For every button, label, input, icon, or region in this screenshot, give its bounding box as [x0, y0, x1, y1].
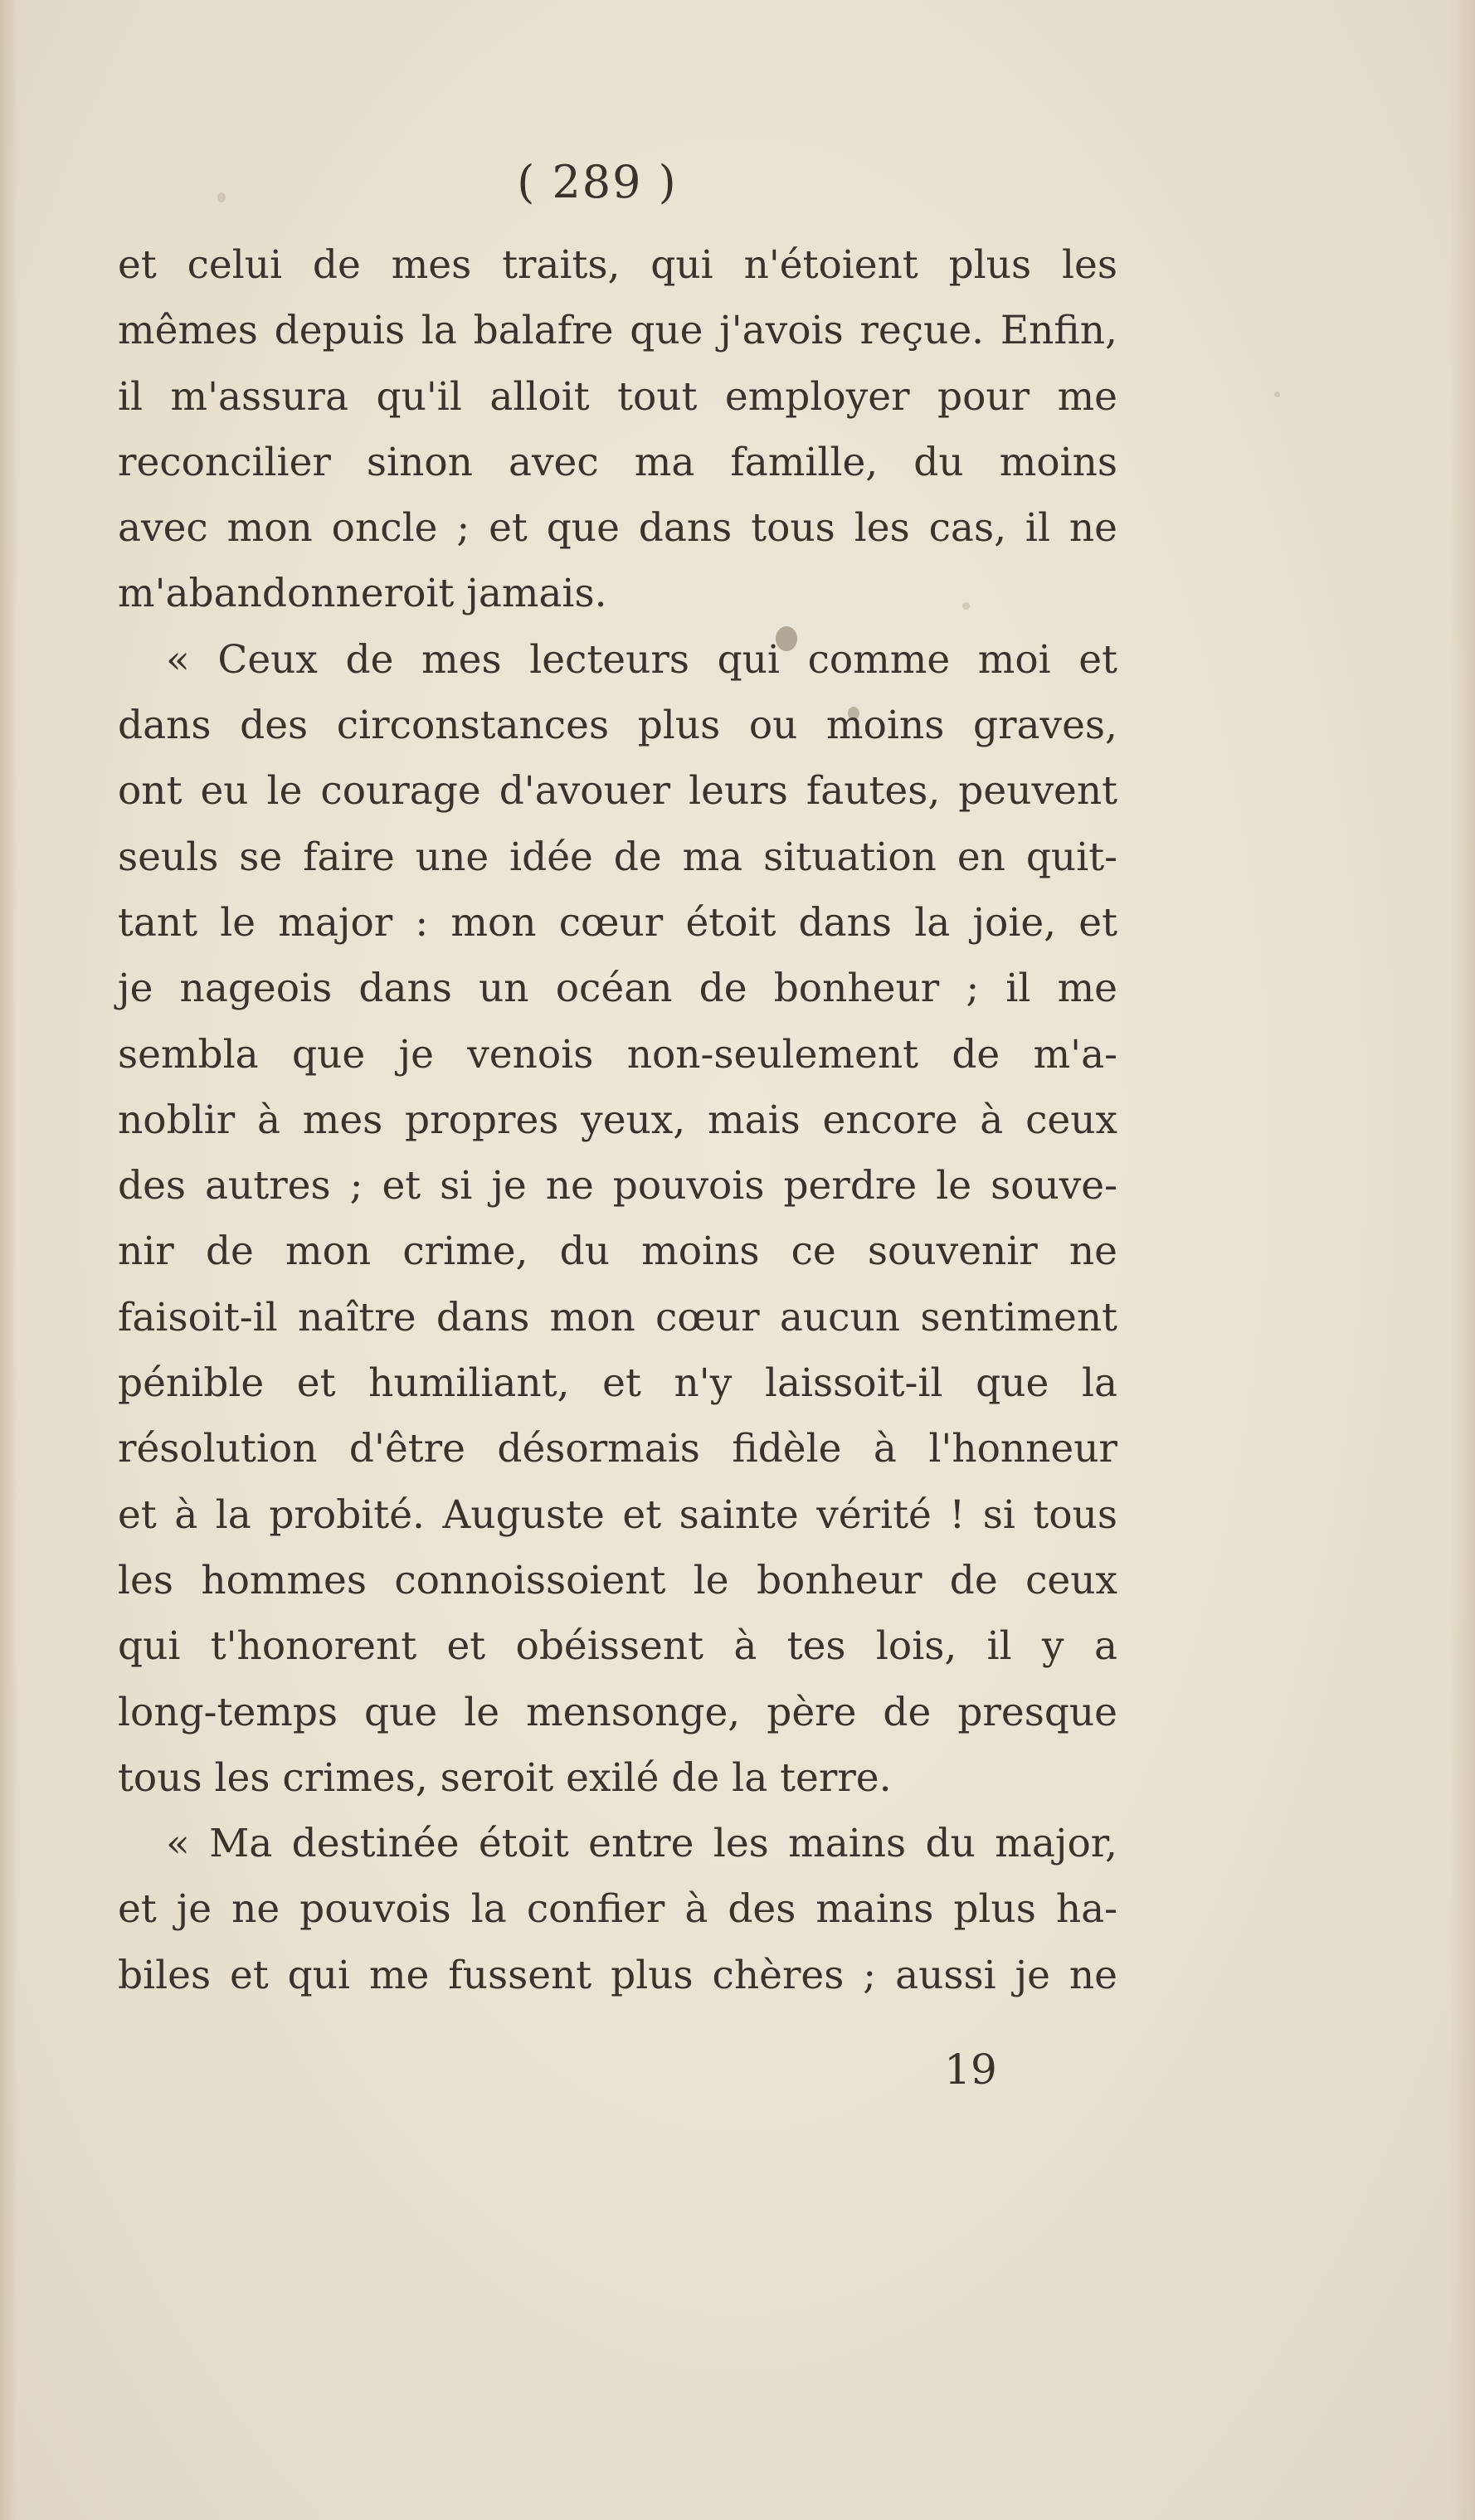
text-line: des autres ; et si je ne pouvois perdre le souve-: [118, 1163, 1117, 1209]
text-line: dans des circonstances plus ou moins graves,: [118, 703, 1117, 749]
page-number: ( 289 ): [517, 156, 678, 208]
text-line: faisoit-il naître dans mon cœur aucun sentiment: [118, 1294, 1117, 1340]
foxing-spot: [1274, 392, 1280, 397]
text-line: et à la probité. Auguste et sainte vérité ! si tous: [118, 1491, 1117, 1538]
text-line: résolution d'être désormais fidèle à l'honneur: [118, 1426, 1117, 1472]
text-line: reconcilier sinon avec ma famille, du moins: [118, 439, 1117, 485]
text-line: noblir à mes propres yeux, mais encore à ceux: [118, 1097, 1117, 1143]
text-line: m'abandonneroit jamais.: [118, 571, 607, 617]
text-line: qui t'honorent et obéissent à tes lois, il y a: [118, 1623, 1117, 1670]
text-line: pénible et humiliant, et n'y laissoit-il que la: [118, 1360, 1117, 1407]
text-line: biles et qui me fussent plus chères ; aussi je ne: [118, 1952, 1117, 1998]
text-line: et celui de mes traits, qui n'étoient plus les: [118, 242, 1117, 288]
text-line: avec mon oncle ; et que dans tous les cas, il ne: [118, 505, 1117, 552]
foxing-spot: [217, 192, 226, 202]
text-line: il m'assura qu'il alloit tout employer pour me: [118, 373, 1117, 420]
page-right-edge-shadow: [1450, 0, 1475, 2520]
text-line: je nageois dans un océan de bonheur ; il me: [118, 966, 1117, 1012]
text-line: les hommes connoissoient le bonheur de ceux: [118, 1557, 1117, 1603]
text-line: et je ne pouvois la confier à des mains plus ha-: [118, 1886, 1117, 1933]
text-line: ont eu le courage d'avouer leurs fautes, peuvent: [118, 768, 1117, 815]
text-line: tous les crimes, seroit exilé de la terre.: [118, 1754, 892, 1801]
text-line: sembla que je venois non-seulement de m'a-: [118, 1031, 1117, 1078]
text-line: nir de mon crime, du moins ce souvenir ne: [118, 1228, 1117, 1275]
text-line: tant le major : mon cœur étoit dans la joie, et: [118, 899, 1117, 946]
text-line: long-temps que le mensonge, père de presque: [118, 1689, 1117, 1735]
page-left-edge-shadow: [0, 0, 18, 2520]
text-line: seuls se faire une idée de ma situation en quit-: [118, 834, 1117, 880]
text-line: « Ceux de mes lecteurs qui comme moi et: [166, 636, 1117, 683]
text-line: « Ma destinée étoit entre les mains du major,: [166, 1821, 1117, 1867]
text-line: mêmes depuis la balafre que j'avois reçue. Enfin,: [118, 308, 1117, 354]
signature-mark: 19: [944, 2046, 997, 2094]
body-text: [118, 232, 1117, 2008]
